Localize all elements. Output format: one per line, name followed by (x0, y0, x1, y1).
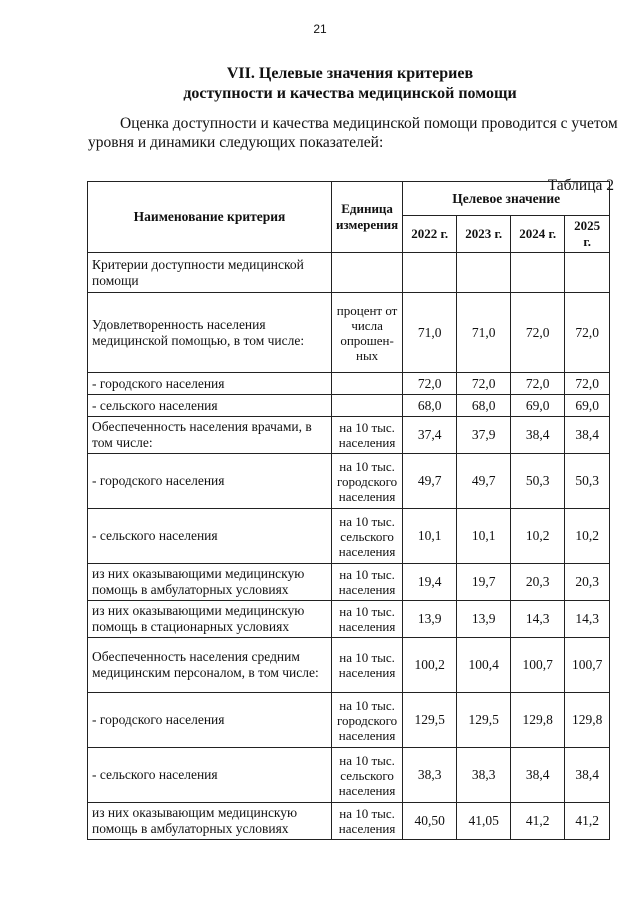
target-value-cell: 10,1 (457, 509, 511, 564)
unit-cell: на 10 тыс. населения (332, 601, 403, 638)
target-value-cell: 14,3 (511, 601, 565, 638)
heading-line-1: VII. Целевые значения критериев (226, 65, 474, 82)
criterion-name-cell: - сельского населения (88, 395, 332, 417)
target-value-cell: 69,0 (511, 395, 565, 417)
target-value-cell: 100,2 (403, 638, 457, 693)
header-year: 2023 г. (457, 216, 511, 253)
header-year: 2025 г. (565, 216, 610, 253)
target-value-cell: 129,8 (565, 693, 610, 748)
target-value-cell: 129,8 (511, 693, 565, 748)
target-value-cell: 129,5 (457, 693, 511, 748)
target-value-cell (457, 253, 511, 293)
criterion-name-cell: Критерии доступности медицинской помощи (88, 253, 332, 293)
target-value-cell: 20,3 (511, 564, 565, 601)
target-value-cell: 38,4 (565, 748, 610, 803)
criterion-name-cell: Обеспеченность населения врачами, в том числе: (88, 417, 332, 454)
criterion-name-cell: Удовлетворенность населения медицинской помощью, в том числе: (88, 293, 332, 373)
target-value-cell: 38,3 (403, 748, 457, 803)
intro-paragraph (88, 114, 633, 152)
target-value-cell: 38,4 (565, 417, 610, 454)
table-row (88, 638, 610, 693)
criterion-name-cell: из них оказывающими медицинскую помощь в стационарных условиях (88, 601, 332, 638)
target-value-cell: 10,2 (511, 509, 565, 564)
target-value-cell: 19,7 (457, 564, 511, 601)
target-value-cell (565, 253, 610, 293)
table-row (88, 564, 610, 601)
target-value-cell: 38,4 (511, 748, 565, 803)
target-value-cell: 13,9 (403, 601, 457, 638)
page-number: 21 (313, 22, 327, 36)
target-value-cell: 72,0 (565, 373, 610, 395)
unit-cell: на 10 тыс. населения (332, 564, 403, 601)
unit-cell: на 10 тыс. населения (332, 638, 403, 693)
unit-cell: на 10 тыс. сельского населения (332, 748, 403, 803)
target-value-cell (511, 253, 565, 293)
target-value-cell: 72,0 (565, 293, 610, 373)
target-value-cell: 49,7 (403, 454, 457, 509)
unit-cell: процент от числа опрошен-ных (332, 293, 403, 373)
target-value-cell: 40,50 (403, 803, 457, 840)
target-value-cell: 50,3 (511, 454, 565, 509)
target-value-cell: 38,3 (457, 748, 511, 803)
unit-cell: на 10 тыс. городского населения (332, 454, 403, 509)
target-value-cell (403, 253, 457, 293)
target-value-cell: 10,2 (565, 509, 610, 564)
header-unit: Единица измерения (332, 182, 403, 253)
target-value-cell: 41,2 (511, 803, 565, 840)
target-value-cell: 68,0 (403, 395, 457, 417)
unit-cell: на 10 тыс. сельского населения (332, 509, 403, 564)
target-value-cell: 41,05 (457, 803, 511, 840)
unit-cell (332, 253, 403, 293)
table-row (88, 601, 610, 638)
target-value-cell: 20,3 (565, 564, 610, 601)
criterion-name-cell: - сельского населения (88, 748, 332, 803)
intro-line-2: уровня и динамики следующих показателей: (88, 134, 384, 151)
header-criterion-name: Наименование критерия (88, 182, 332, 253)
criterion-name-cell: - городского населения (88, 454, 332, 509)
table-row (88, 454, 610, 509)
target-value-cell: 129,5 (403, 693, 457, 748)
target-value-cell: 71,0 (457, 293, 511, 373)
target-value-cell: 71,0 (403, 293, 457, 373)
table-caption: Таблица 2 (547, 177, 614, 194)
section-heading (0, 64, 640, 104)
target-value-cell: 69,0 (565, 395, 610, 417)
table-row (88, 293, 610, 373)
table-row (88, 417, 610, 454)
target-value-cell: 100,7 (511, 638, 565, 693)
table-row (88, 693, 610, 748)
target-value-cell: 38,4 (511, 417, 565, 454)
target-value-cell: 72,0 (403, 373, 457, 395)
target-value-cell: 72,0 (457, 373, 511, 395)
heading-line-2: доступности и качества медицинской помощи (183, 85, 517, 102)
target-value-cell: 50,3 (565, 454, 610, 509)
table-row (88, 803, 610, 840)
target-value-cell: 72,0 (511, 293, 565, 373)
criterion-name-cell: Обеспеченность населения средним медицинским персоналом, в том числе: (88, 638, 332, 693)
table-row (88, 253, 610, 293)
target-value-cell: 68,0 (457, 395, 511, 417)
unit-cell: на 10 тыс. населения (332, 803, 403, 840)
unit-cell: на 10 тыс. городского населения (332, 693, 403, 748)
target-value-cell: 19,4 (403, 564, 457, 601)
table-row (88, 748, 610, 803)
table-row (88, 509, 610, 564)
header-year: 2024 г. (511, 216, 565, 253)
target-value-cell: 72,0 (511, 373, 565, 395)
target-value-cell: 37,4 (403, 417, 457, 454)
criterion-name-cell: из них оказывающим медицинскую помощь в амбулаторных условиях (88, 803, 332, 840)
criteria-table (87, 181, 610, 840)
target-value-cell: 13,9 (457, 601, 511, 638)
criterion-name-cell: - сельского населения (88, 509, 332, 564)
table-row (88, 373, 610, 395)
unit-cell (332, 373, 403, 395)
table-row (88, 395, 610, 417)
table-body (88, 253, 610, 840)
target-value-cell: 14,3 (565, 601, 610, 638)
target-value-cell: 41,2 (565, 803, 610, 840)
criterion-name-cell: - городского населения (88, 693, 332, 748)
unit-cell (332, 395, 403, 417)
target-value-cell: 37,9 (457, 417, 511, 454)
header-year: 2022 г. (403, 216, 457, 253)
target-value-cell: 10,1 (403, 509, 457, 564)
target-value-cell: 49,7 (457, 454, 511, 509)
header-target-value: Целевое значение (403, 182, 610, 216)
criterion-name-cell: - городского населения (88, 373, 332, 395)
target-value-cell: 100,7 (565, 638, 610, 693)
target-value-cell: 100,4 (457, 638, 511, 693)
criterion-name-cell: из них оказывающими медицинскую помощь в амбулаторных условиях (88, 564, 332, 601)
unit-cell: на 10 тыс. населения (332, 417, 403, 454)
intro-line-1: Оценка доступности и качества медицинской помощи проводится с учетом (120, 115, 618, 132)
